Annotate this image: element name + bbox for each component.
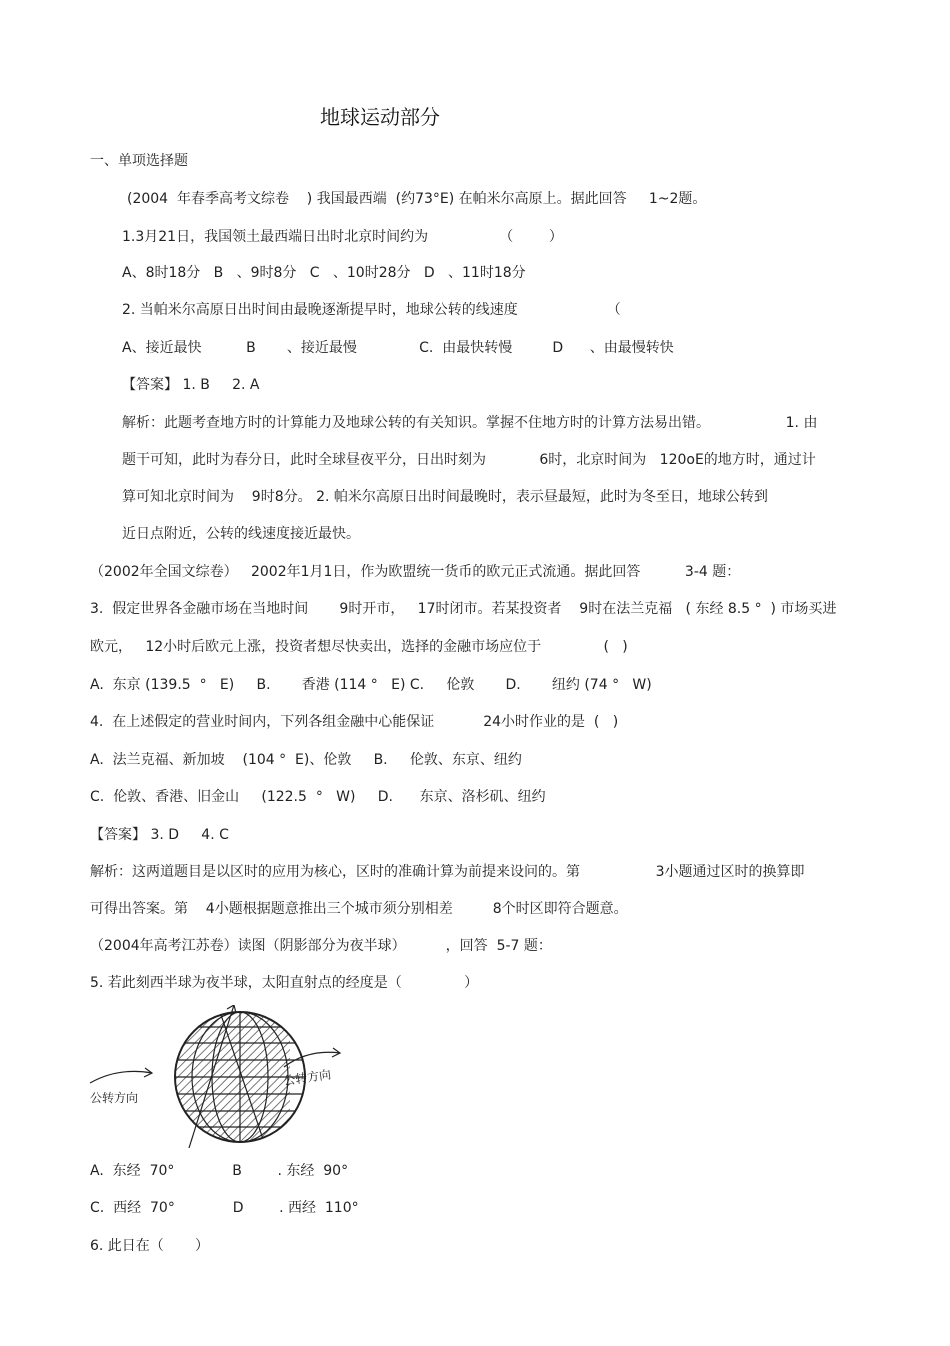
question-1-options: A、8时18分 B 、9时8分 C 、10时28分 D 、11时18分 — [122, 265, 526, 281]
page-title: 地球运动部分 — [320, 105, 440, 129]
question-3-options: A. 东京 (139.5 ° E) B. 香港 (114 ° E) C. 伦敦 D. 纽约 (74 ° W) — [90, 677, 652, 693]
section-heading: 一、单项选择题 — [90, 153, 188, 169]
analysis-1-line-4: 近日点附近，公转的线速度接近最快。 — [122, 526, 360, 542]
question-6: 6. 此日在（ ） — [90, 1238, 209, 1254]
analysis-2-line-2: 可得出答案。第 4小题根据题意推出三个城市须分别相差 8个时区即符合题意。 — [90, 901, 628, 917]
analysis-1-line-2: 题干可知，此时为春分日，此时全球昼夜平分，日出时刻为 6时，北京时间为 120oE的地方时，通过计 — [122, 452, 816, 468]
orbit-direction-label-right: 公转方向 — [282, 1067, 332, 1088]
question-3-cont: 欧元， 12小时后欧元上涨，投资者想尽快卖出，选择的金融市场应位于 ( ) — [90, 639, 628, 655]
passage-intro-3: （2004年高考江苏卷）读图（阴影部分为夜半球） ，回答 5-7 题： — [90, 938, 552, 954]
question-4-options-ab: A. 法兰克福、新加坡 (104 ° E)、伦敦 B. 伦敦、东京、纽约 — [90, 752, 522, 768]
analysis-1-line-3: 算可知北京时间为 9时8分。 2. 帕米尔高原日出时间最晚时，表示昼最短，此时为冬至日，地球公转到 — [122, 489, 768, 505]
passage-intro-1: (2004 年春季高考文综卷 ) 我国最西端 (约73°E) 在帕米尔高原上。据此回答 1~2题。 — [127, 191, 707, 207]
question-1: 1.3月21日，我国领土最西端日出时北京时间约为 （ ） — [122, 229, 563, 245]
question-5-options-cd: C. 西经 70° D . 西经 110° — [90, 1200, 359, 1216]
question-4-options-cd: C. 伦敦、香港、旧金山 (122.5 ° W) D. 东京、洛杉矶、纽约 — [90, 789, 546, 805]
question-4: 4. 在上述假定的营业时间内，下列各组金融中心能保证 24小时作业的是 ( ) — [90, 714, 619, 730]
question-2: 2. 当帕米尔高原日出时间由最晚逐渐提早时，地球公转的线速度 （ — [122, 302, 621, 318]
passage-intro-2: （2002年全国文综卷） 2002年1月1日，作为欧盟统一货币的欧元正式流通。据此回答 3-4 题： — [90, 564, 741, 580]
analysis-1-line-1: 解析：此题考查地方时的计算能力及地球公转的有关知识。掌握不住地方时的计算方法易出错。 1. 由 — [122, 415, 818, 431]
answer-1-2: 【答案】 1. B 2. A — [122, 377, 260, 393]
question-3: 3. 假定世界各金融市场在当地时间 9时开市， 17时闭市。若某投资者 9时在法兰克福 ( 东经 8.5 ° ) 市场买进 — [90, 601, 837, 617]
question-5: 5. 若此刻西半球为夜半球，太阳直射点的经度是（ ） — [90, 975, 479, 991]
globe-figure — [88, 1005, 348, 1150]
question-5-options-ab: A. 东经 70° B . 东经 90° — [90, 1163, 349, 1179]
analysis-2-line-1: 解析：这两道题目是以区时的应用为核心，区时的准确计算为前提来设问的。第 3小题通过区时的换算即 — [90, 864, 805, 880]
question-2-options: A、接近最快 B 、接近最慢 C. 由最快转慢 D 、由最慢转快 — [122, 340, 674, 356]
orbit-direction-label-left: 公转方向 — [90, 1091, 139, 1105]
answer-3-4: 【答案】 3. D 4. C — [90, 827, 229, 843]
